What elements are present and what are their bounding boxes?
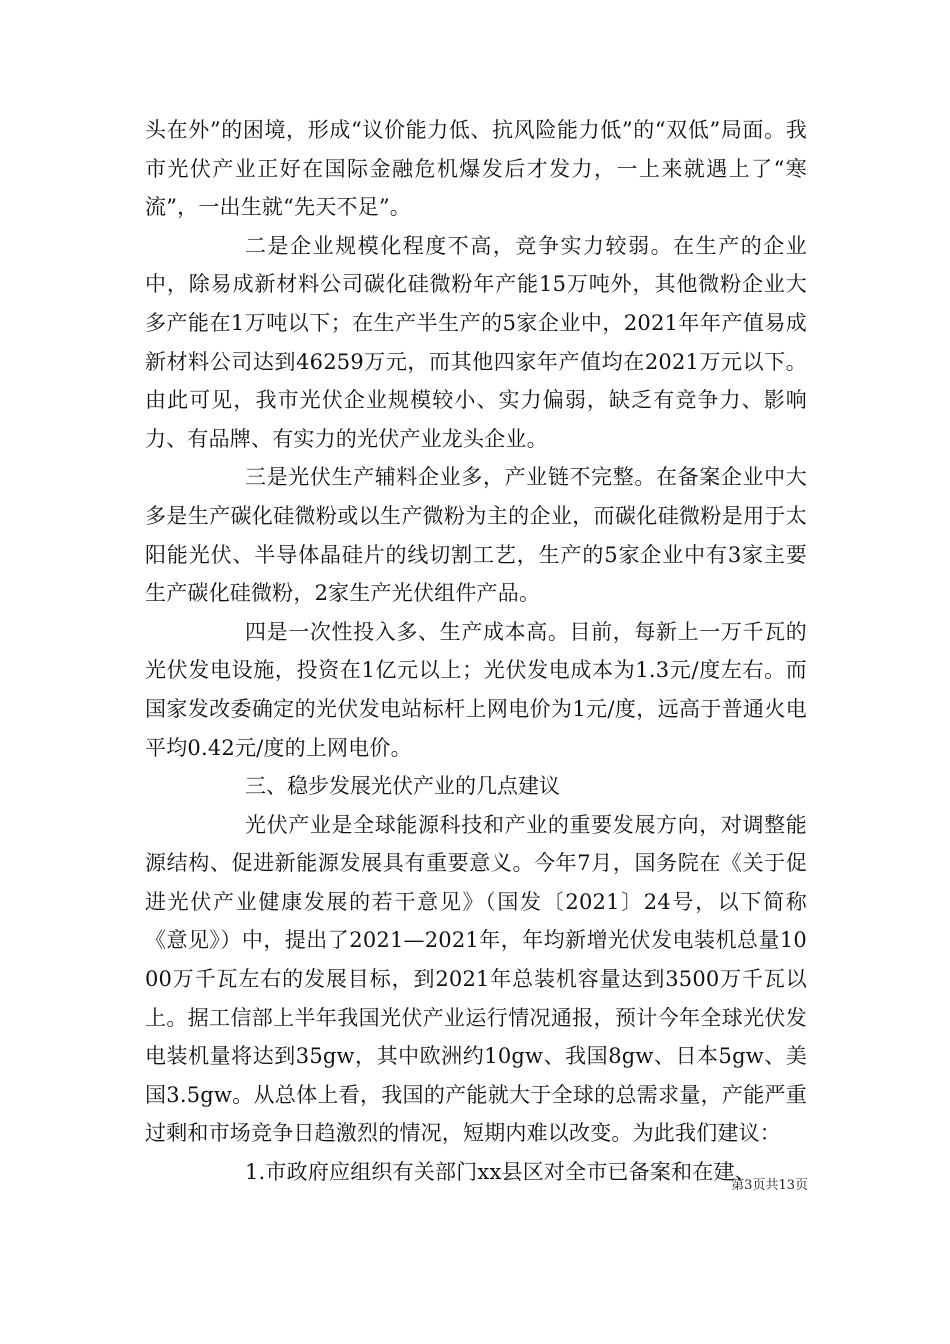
paragraph-suggestions-intro: 光伏产业是全球能源科技和产业的重要发展方向，对调整能源结构、促进新能源发展具有重要意义。今年7月，国务院在《关于促进光伏产业健康发展的若干意见》（国发〔2021〕24号，以下简称《意见》）中，提出了2021—2021年，年均新增光伏发电装机总量1000万千瓦左右的发展目标，到2021年总装机容量达到3500万千瓦以上。据工信部上半年我国光伏产业运行情况通报，预计今年全球光伏发电装机量将达到35gw，其中欧洲约10gw、我国8gw、日本5gw、美国3.5gw。从总体上看，我国的产能就大于全球的总需求量，产能严重过剩和市场竞争日趋激烈的情况，短期内难以改变。为此我们建议：: [145, 812, 807, 1146]
paragraph-continuation: 头在外”的困境，形成“议价能力低、抗风险能力低”的“双低”局面。我市光伏产业正好在国际金融危机爆发后才发力，一上来就遇上了“寒流”，一出生就“先天不足”。: [145, 118, 807, 220]
section-heading: 三、稳步发展光伏产业的几点建议: [245, 774, 560, 799]
paragraph-suggestion-one: 1.市政府应组织有关部门xx县区对全市已备案和在建、: [245, 1160, 756, 1185]
paragraph-point-three: 三是光伏生产辅料企业多，产业链不完整。在备案企业中大多是生产碳化硅微粉或以生产微粉为主的企业，而碳化硅微粉是用于太阳能光伏、半导体晶硅片的线切割工艺，生产的5家企业中有3家主要生产碳化硅微粉，2家生产光伏组件产品。: [145, 465, 807, 606]
page-number-footer: 第3页共13页: [731, 1178, 808, 1193]
paragraph-point-two: 二是企业规模化程度不高，竞争实力较弱。在生产的企业中，除易成新材料公司碳化硅微粉年产能15万吨外，其他微粉企业大多产能在1万吨以下；在生产半生产的5家企业中，2021年年产值易成新材料公司达到46259万元，而其他四家年产值均在2021万元以下。由此可见，我市光伏企业规模较小、实力偏弱，缺乏有竞争力、影响力、有品牌、有实力的光伏产业龙头企业。: [145, 233, 807, 451]
document-body: [145, 111, 807, 1192]
paragraph-point-four: 四是一次性投入多、生产成本高。目前，每新上一万千瓦的光伏发电设施，投资在1亿元以上；光伏发电成本为1.3元/度左右。而国家发改委确定的光伏发电站标杆上网电价为1元/度，远高于普通火电平均0.42元/度的上网电价。: [145, 619, 807, 760]
